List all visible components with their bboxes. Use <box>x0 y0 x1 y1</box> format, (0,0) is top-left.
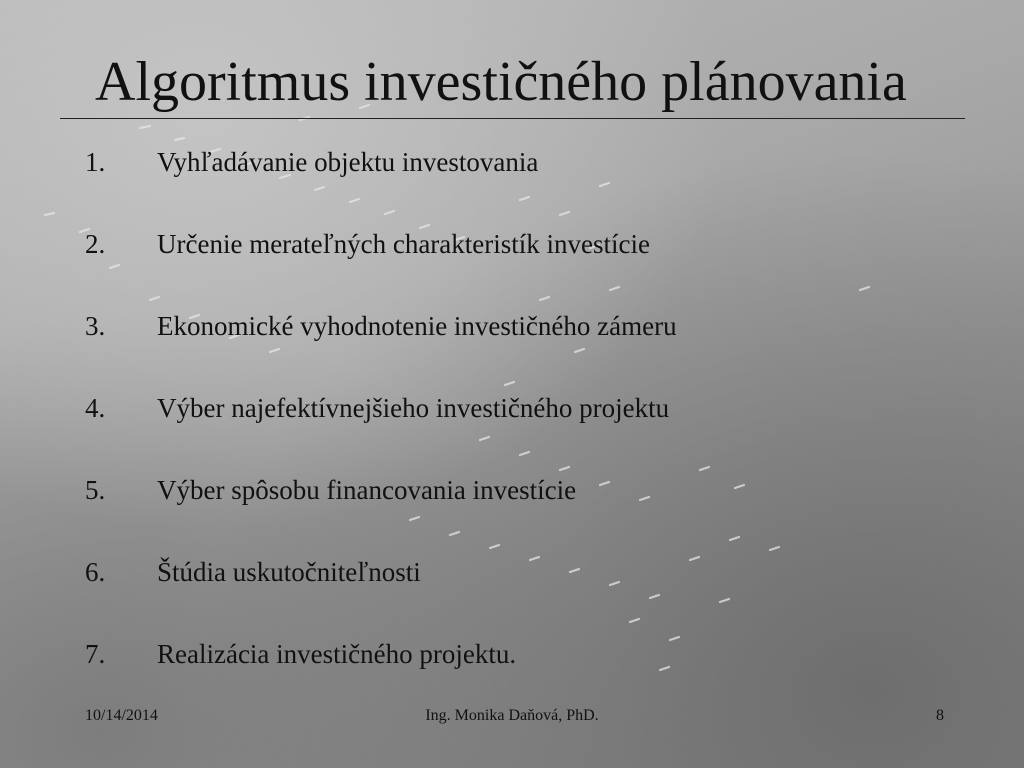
slide-title: Algoritmus investičného plánovania <box>95 51 907 113</box>
footer-page-number: 8 <box>936 707 944 724</box>
step-number: 3. <box>85 311 106 341</box>
step-number: 7. <box>85 639 106 669</box>
step-text: Ekonomické vyhodnotenie investičného zámeru <box>157 311 677 341</box>
title-underline-divider <box>60 118 965 119</box>
step-text: Realizácia investičného projektu. <box>157 639 517 669</box>
step-text: Výber najefektívnejšieho investičného projektu <box>157 393 670 423</box>
step-text: Určenie merateľných charakteristík investície <box>157 229 650 259</box>
step-number: 2. <box>85 229 106 259</box>
step-text: Vyhľadávanie objektu investovania <box>157 147 539 177</box>
step-number: 6. <box>85 557 106 587</box>
step-number: 4. <box>85 393 106 423</box>
step-number: 1. <box>85 147 106 177</box>
step-text: Výber spôsobu financovania investície <box>157 475 577 505</box>
step-text: Štúdia uskutočniteľnosti <box>157 557 421 587</box>
step-number: 5. <box>85 475 106 505</box>
footer-date: 10/14/2014 <box>85 707 158 724</box>
footer-author: Ing. Monika Daňová, PhD. <box>425 707 599 724</box>
